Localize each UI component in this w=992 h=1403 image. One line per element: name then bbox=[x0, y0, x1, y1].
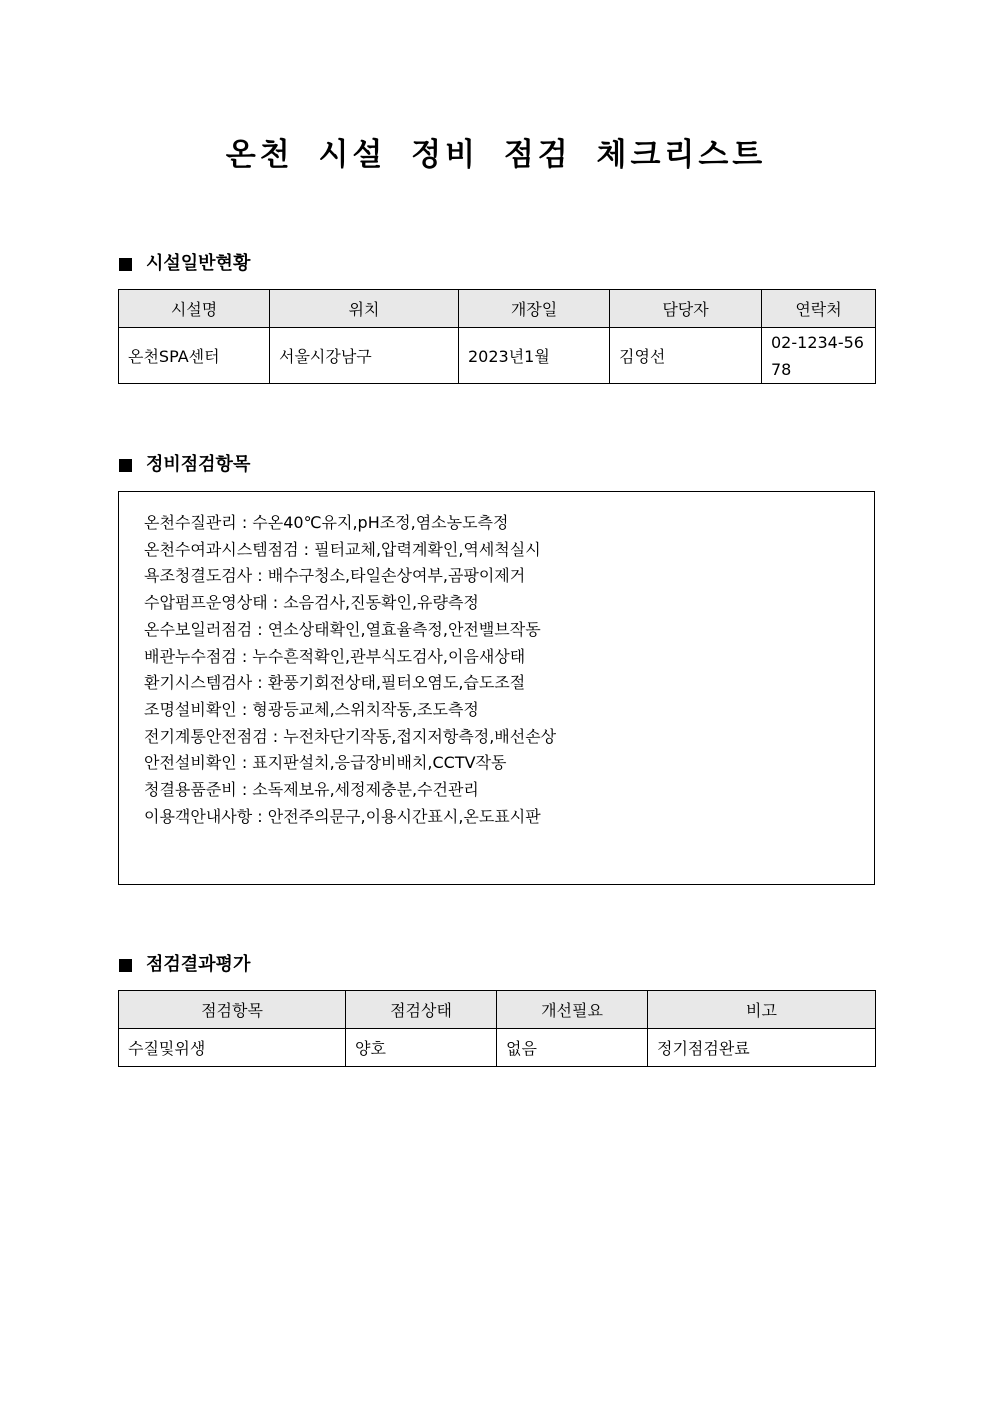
square-bullet-icon bbox=[119, 258, 132, 271]
facility-header-contact: 연락처 bbox=[762, 290, 876, 328]
facility-section-heading-label: 시설일반현황 bbox=[146, 253, 251, 274]
result-section-heading bbox=[119, 952, 250, 978]
facility-manager-cell: 김영선 bbox=[610, 328, 762, 384]
list-item: 욕조청결도검사 : 배수구청소,타일손상여부,곰팡이제거 bbox=[144, 566, 526, 586]
table-row bbox=[119, 1029, 876, 1067]
checklist-section-heading bbox=[119, 452, 250, 478]
facility-location-cell: 서울시강남구 bbox=[270, 328, 459, 384]
list-item: 이용객안내사항 : 안전주의문구,이용시간표시,온도표시판 bbox=[144, 806, 541, 826]
result-header-status: 점검상태 bbox=[346, 991, 497, 1029]
facility-table-header-row bbox=[119, 290, 876, 328]
result-improvement-cell: 없음 bbox=[497, 1029, 648, 1067]
square-bullet-icon bbox=[119, 459, 132, 472]
result-header-improvement: 개선필요 bbox=[497, 991, 648, 1029]
checklist-list bbox=[119, 492, 874, 830]
result-header-item: 점검항목 bbox=[119, 991, 346, 1029]
facility-opening-date-cell: 2023년1월 bbox=[459, 328, 610, 384]
result-table-header-row bbox=[119, 991, 876, 1029]
checklist-section-heading-label: 정비점검항목 bbox=[146, 454, 251, 475]
facility-table bbox=[118, 289, 876, 384]
list-item: 온천수질관리 : 수온40℃유지,pH조정,염소농도측정 bbox=[144, 513, 509, 532]
facility-section-heading bbox=[119, 251, 250, 277]
list-item: 배관누수점검 : 누수흔적확인,관부식도검사,이음새상태 bbox=[144, 646, 526, 666]
facility-name-cell: 온천SPA센터 bbox=[119, 328, 270, 384]
facility-header-opening-date: 개장일 bbox=[459, 290, 610, 328]
facility-header-manager: 담당자 bbox=[610, 290, 762, 328]
list-item: 청결용품준비 : 소독제보유,세정제충분,수건관리 bbox=[144, 780, 479, 800]
result-remarks-cell: 정기점검완료 bbox=[648, 1029, 876, 1067]
facility-contact-cell: 02-1234-5678 bbox=[762, 328, 876, 384]
result-status-cell: 양호 bbox=[346, 1029, 497, 1067]
facility-header-name: 시설명 bbox=[119, 290, 270, 328]
list-item: 온천수여과시스템점검 : 필터교체,압력계확인,역세척실시 bbox=[144, 539, 541, 559]
list-item: 전기계통안전점검 : 누전차단기작동,접지저항측정,배선손상 bbox=[144, 726, 557, 746]
result-table bbox=[118, 990, 876, 1067]
facility-header-location: 위치 bbox=[270, 290, 459, 328]
result-header-remarks: 비고 bbox=[648, 991, 876, 1029]
result-item-cell: 수질및위생 bbox=[119, 1029, 346, 1067]
list-item: 안전설비확인 : 표지판설치,응급장비배치,CCTV작동 bbox=[144, 753, 507, 773]
square-bullet-icon bbox=[119, 959, 132, 972]
result-section-heading-label: 점검결과평가 bbox=[146, 954, 251, 975]
checklist-box bbox=[118, 491, 875, 885]
list-item: 조명설비확인 : 형광등교체,스위치작동,조도측정 bbox=[144, 699, 479, 719]
list-item: 수압펌프운영상태 : 소음검사,진동확인,유량측정 bbox=[144, 593, 479, 613]
list-item: 온수보일러점검 : 연소상태확인,열효율측정,안전밸브작동 bbox=[144, 619, 541, 639]
list-item: 환기시스템검사 : 환풍기회전상태,필터오염도,습도조절 bbox=[144, 673, 526, 693]
page-title: 온천 시설 정비 점검 체크리스트 bbox=[225, 137, 767, 173]
table-row bbox=[119, 328, 876, 384]
